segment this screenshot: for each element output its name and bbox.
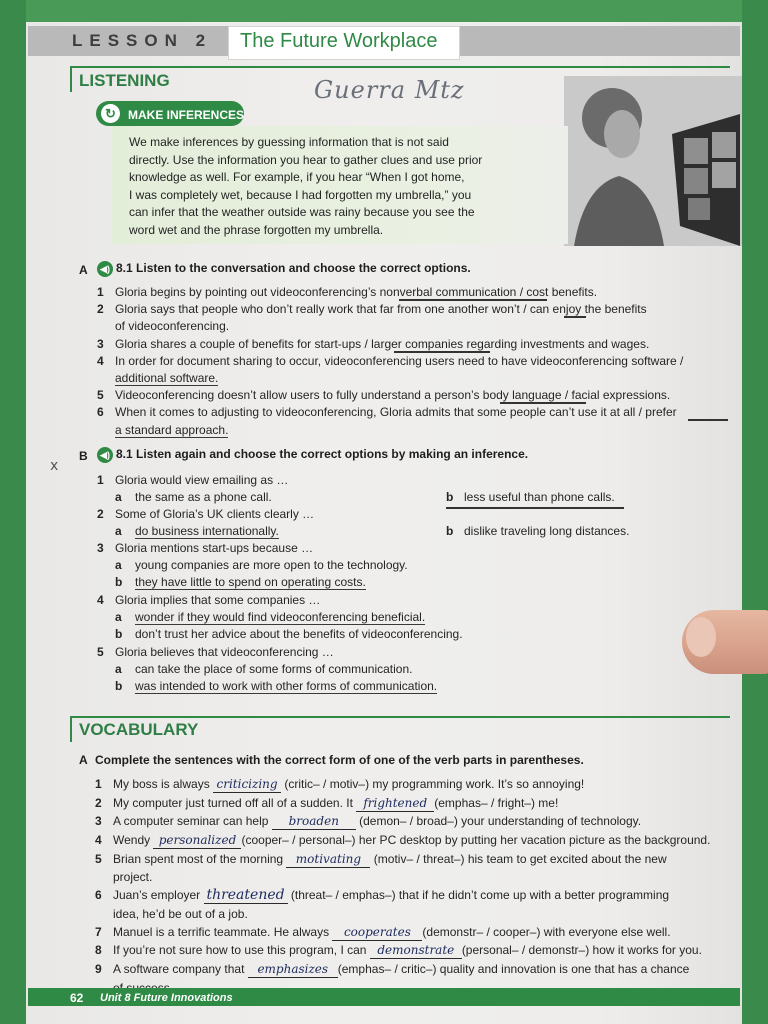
option-a[interactable]: a do business internationally. [115, 524, 279, 538]
question-stem [97, 645, 334, 660]
item-text: (motiv– / threat–) his team to get excited about the new [373, 851, 667, 866]
item-text: When it comes to adjusting to videoconferencing, Gloria admits that some people can’t use it at all / prefer [115, 405, 677, 420]
question-number: 5 [97, 645, 104, 659]
item-text: (threat– / emphas–) that if he didn’t come up with a better programming [290, 888, 670, 903]
paragraph-line: directly. Use the information you hear to gather clues and use prior [129, 152, 483, 167]
item-text: project. [113, 870, 153, 885]
make-inferences-paragraph [129, 134, 569, 240]
item-text: A software company that [113, 961, 245, 976]
make-inferences-label: MAKE INFERENCES [128, 108, 245, 122]
paragraph-line: can infer that the weather outside was rainy because you see the [129, 205, 475, 220]
exercise-a-item [97, 405, 737, 420]
option-text: they have little to spend on operating costs. [135, 575, 366, 589]
question-text: Gloria believes that videoconferencing … [115, 645, 334, 659]
item-number: 4 [97, 353, 104, 368]
item-number: 8 [95, 943, 102, 958]
item-text: Gloria shares a couple of benefits for start-ups / larger companies regarding investments and wages. [115, 336, 650, 351]
option-a[interactable]: a young companies are more open to the technology. [115, 558, 408, 572]
vocabulary-exercise-letter: A [79, 753, 88, 767]
option-text: young companies are more open to the technology. [135, 558, 408, 572]
handwritten-answer[interactable]: threatened [204, 888, 288, 904]
top-green-strip [26, 0, 742, 22]
handwritten-answer[interactable]: criticizing [213, 777, 281, 793]
question-stem [97, 541, 313, 556]
exercise-a-item [97, 388, 737, 403]
option-b[interactable]: b less useful than phone calls. [446, 490, 615, 504]
handwritten-answer[interactable]: cooperates [332, 925, 422, 941]
vocab-item [95, 925, 735, 941]
vocabulary-instruction: Complete the sentences with the correct form of one of the verb parts in parentheses. [95, 753, 584, 767]
handwritten-answer[interactable]: demonstrate [370, 943, 462, 959]
listening-top-rule [70, 66, 730, 68]
lesson-title: The Future Workplace [240, 30, 438, 52]
vocabulary-heading: VOCABULARY [79, 720, 199, 739]
listening-heading-marker [70, 66, 72, 92]
option-b[interactable]: b they have little to spend on operating costs. [115, 575, 366, 589]
item-text: of videoconferencing. [115, 319, 230, 334]
item-text: Brian spent most of the morning [113, 851, 284, 866]
item-number: 3 [97, 336, 104, 351]
option-text: the same as a phone call. [135, 490, 272, 504]
question-stem [97, 473, 288, 488]
item-number: 1 [97, 285, 104, 299]
vocab-item [95, 888, 735, 904]
item-text: (personal– / demonstr–) how it works for you. [461, 943, 702, 958]
exercise-b-letter: B [79, 449, 88, 463]
vocab-item [95, 796, 735, 812]
photo-illustration [564, 76, 742, 246]
answer-underline [394, 351, 490, 353]
answer-underline [399, 299, 547, 301]
item-text: (critic– / motiv–) my programming work. It’s so annoying! [284, 777, 585, 791]
item-text: A computer seminar can help [113, 814, 269, 829]
refresh-arrow-icon: ↻ [101, 104, 120, 123]
option-b[interactable]: b dislike traveling long distances. [446, 524, 630, 538]
handwritten-answer[interactable]: broaden [272, 814, 356, 830]
option-a[interactable]: a the same as a phone call. [115, 490, 272, 504]
item-number: 6 [95, 888, 102, 903]
item-text: If you’re not sure how to use this program, I can [113, 943, 367, 958]
handwritten-answer[interactable]: personalized [153, 833, 241, 849]
vocab-item [95, 870, 735, 885]
item-text: (emphas– / critic–) quality and innovation is one that has a chance [337, 961, 690, 976]
item-text: Manuel is a terrific teammate. He always [113, 924, 330, 939]
option-a[interactable]: a can take the place of some forms of communication. [115, 662, 413, 676]
vocab-item [95, 814, 735, 830]
vocab-item [95, 907, 735, 922]
item-number: 9 [95, 961, 102, 976]
option-text: don’t trust her advice about the benefits of videoconferencing. [135, 627, 463, 641]
paragraph-line: word wet and the phrase forgotten my umbrella. [129, 222, 384, 237]
vocabulary-heading-marker [70, 716, 72, 742]
paragraph-line: I was completely wet, because I had forgotten my umbrella,” you [129, 187, 472, 202]
option-text: dislike traveling long distances. [464, 524, 630, 538]
exercise-b-track: 8.1 [116, 447, 133, 462]
exercise-a-item [97, 302, 737, 317]
audio-icon[interactable]: ◀) [97, 447, 113, 463]
fingernail [686, 617, 716, 657]
page-number: 62 [70, 991, 84, 1005]
exercise-a-item [97, 423, 737, 438]
listening-heading: LISTENING [79, 71, 170, 90]
exercise-a-track: 8.1 [116, 261, 133, 276]
vocabulary-exercise-header [79, 753, 584, 767]
vocab-item [95, 833, 735, 849]
item-text: My boss is always [113, 777, 210, 791]
paragraph-line: knowledge as well. For example, if you hear “When I got home, [129, 170, 465, 185]
question-text: Gloria would view emailing as … [115, 473, 289, 487]
question-number: 1 [97, 473, 104, 487]
vocab-item [95, 777, 735, 793]
item-number: 2 [97, 302, 104, 317]
option-text: can take the place of some forms of communication. [135, 662, 413, 676]
question-text: Gloria mentions start-ups because … [115, 541, 314, 555]
item-number: 6 [97, 405, 104, 420]
exercise-a-instruction: Listen to the conversation and choose the correct options. [136, 261, 471, 276]
option-b[interactable]: b don’t trust her advice about the benefits of videoconferencing. [115, 627, 463, 641]
item-text: Videoconferencing doesn’t allow users to fully understand a person’s body language / facial expressions. [115, 388, 671, 403]
question-stem [97, 593, 320, 608]
item-text: idea, he’d be out of a job. [113, 906, 248, 921]
lesson-label: LESSON 2 [72, 31, 213, 50]
question-text: Some of Gloria’s UK clients clearly … [115, 507, 315, 521]
exercise-a-item [97, 319, 737, 334]
item-text: (demonstr– / cooper–) with everyone else well. [422, 924, 671, 939]
item-number: 5 [95, 851, 102, 866]
item-text: In order for document sharing to occur, videoconferencing users need to have videoconferencing software / [115, 353, 684, 368]
option-text: do business internationally. [135, 524, 279, 538]
item-number: 4 [95, 833, 102, 848]
question-text: Gloria implies that some companies … [115, 593, 321, 607]
handwritten-answer[interactable]: emphasizes [248, 962, 338, 978]
audio-icon[interactable]: ◀) [97, 261, 113, 277]
unit-label: Unit 8 Future Innovations [100, 992, 233, 1004]
handwritten-name: Guerra Mtz [314, 76, 465, 104]
exercise-a-letter: A [79, 263, 88, 277]
answer-underline [564, 316, 586, 318]
option-text: less useful than phone calls. [464, 490, 615, 504]
item-text: (emphas– / fright–) me! [434, 795, 559, 810]
margin-x-mark: x [50, 458, 59, 474]
vocab-item [95, 962, 735, 978]
handwritten-answer[interactable]: motivating [286, 852, 370, 868]
exercise-a-header [97, 261, 471, 277]
item-number: 3 [95, 814, 102, 829]
paragraph-line: We make inferences by guessing information that is not said [129, 135, 449, 149]
item-text: additional software. [115, 370, 219, 385]
question-stem [97, 507, 314, 522]
handwritten-answer[interactable]: frightened [356, 796, 434, 812]
vocabulary-items [95, 777, 735, 998]
item-number: 1 [95, 777, 102, 791]
exercise-b-header [97, 447, 528, 463]
exercise-a-items [97, 285, 737, 440]
answer-underline [688, 419, 728, 421]
vocabulary-top-rule [70, 716, 730, 718]
item-text: My computer just turned off all of a sudden. It [113, 795, 353, 810]
exercise-b-instruction: Listen again and choose the correct options by making an inference. [136, 447, 529, 462]
item-number: 5 [97, 388, 104, 403]
vocab-item [95, 943, 735, 959]
question-number: 4 [97, 593, 104, 607]
woman-videoconference-photo [564, 76, 742, 246]
item-text: Juan’s employer [113, 888, 201, 903]
item-text: Gloria begins by pointing out videoconferencing’s nonverbal communication / cost benefits. [115, 285, 598, 299]
question-number: 3 [97, 541, 104, 555]
question-number: 2 [97, 507, 104, 521]
exercise-a-item [97, 337, 737, 352]
exercise-a-item [97, 371, 737, 386]
item-text: (cooper– / personal–) her PC desktop by putting her vacation picture as the background. [241, 833, 711, 848]
item-number: 2 [95, 795, 102, 810]
item-text: a standard approach. [115, 422, 229, 437]
item-text: Gloria says that people who don’t really work that far from one another won’t / can enjoy the benefits [115, 302, 647, 317]
item-text: Wendy [113, 833, 151, 848]
item-number: 7 [95, 924, 102, 939]
option-text: was intended to work with other forms of communication. [135, 679, 438, 693]
option-a[interactable]: a wonder if they would find videoconferencing beneficial. [115, 610, 426, 624]
exercise-a-item [97, 354, 737, 369]
vocab-item [95, 852, 735, 868]
answer-underline [446, 507, 624, 509]
exercise-a-item [97, 285, 737, 300]
item-text: (demon– / broad–) your understanding of technology. [359, 814, 642, 829]
option-text: wonder if they would find videoconferencing beneficial. [135, 610, 426, 624]
answer-underline [500, 402, 586, 404]
option-b[interactable]: b was intended to work with other forms of communication. [115, 679, 438, 693]
